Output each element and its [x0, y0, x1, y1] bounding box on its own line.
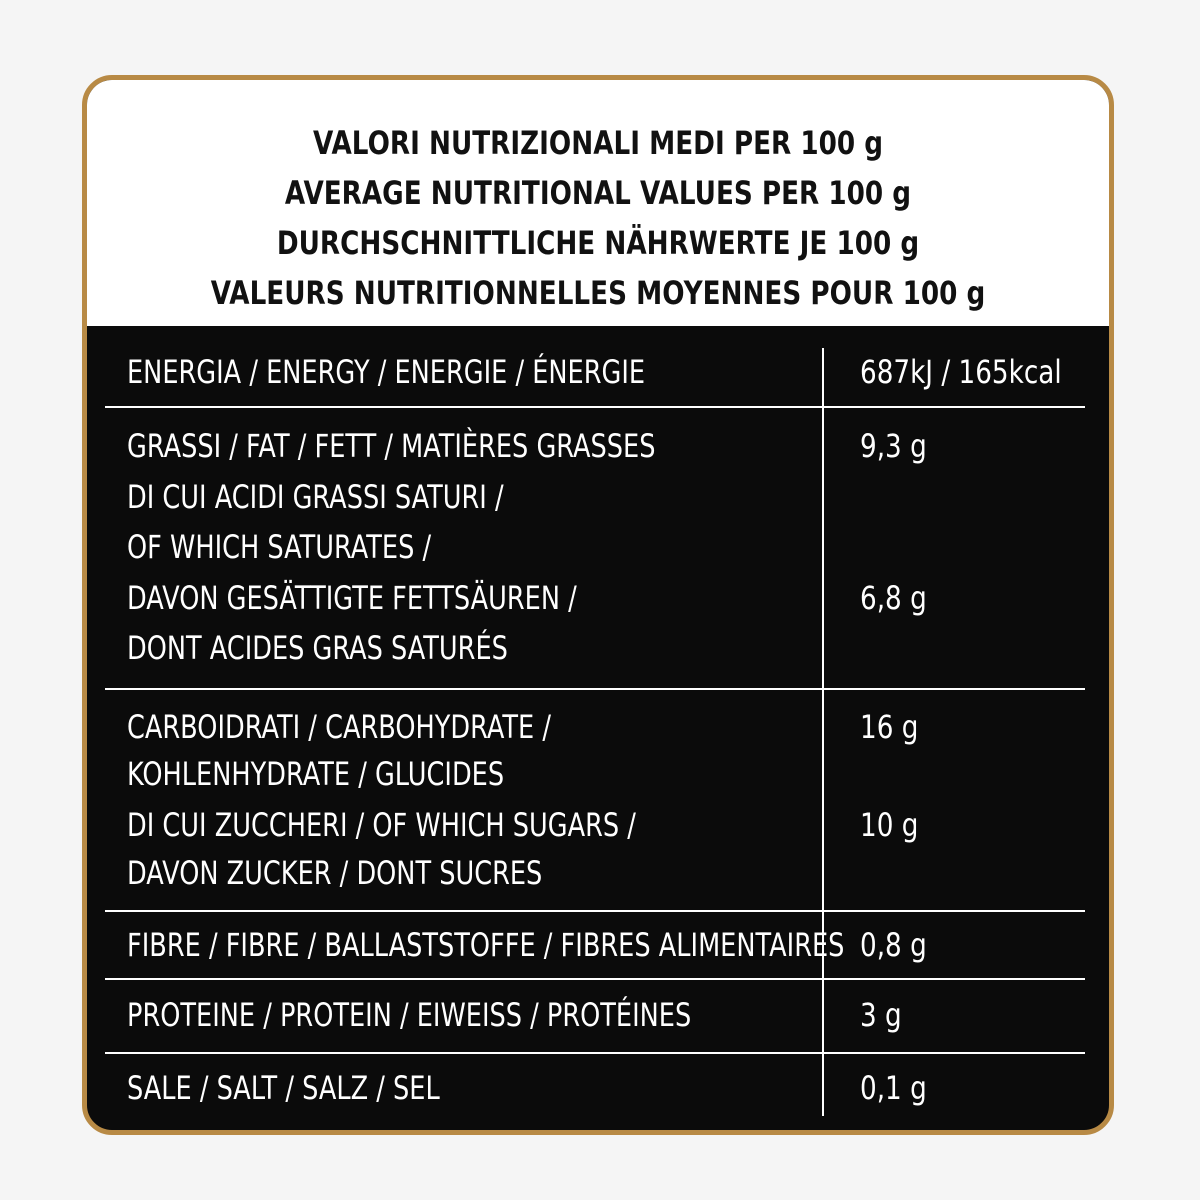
fat-label-line-5: DONT ACIDES GRAS SATURÉS: [127, 629, 508, 667]
nutrition-table: [87, 326, 1109, 1130]
fat-value: 9,3 g: [860, 427, 927, 465]
header-title-it: VALORI NUTRIZIONALI MEDI PER 100 g: [312, 124, 884, 162]
sugars-value: 10 g: [860, 806, 919, 844]
carb-label-line-1: CARBOIDRATI / CARBOHYDRATE /: [127, 708, 551, 746]
energy-label: ENERGIA / ENERGY / ENERGIE / ÉNERGIE: [127, 353, 646, 391]
row-energy: [87, 326, 1109, 406]
fat-label-line-4: DAVON GESÄTTIGTE FETTSÄUREN /: [127, 579, 577, 617]
nutrition-header: [87, 80, 1109, 326]
salt-label: SALE / SALT / SALZ / SEL: [127, 1069, 440, 1107]
fibre-label: FIBRE / FIBRE / BALLASTSTOFFE / FIBRES ALIMENTAIRES: [127, 926, 845, 964]
energy-value: 687kJ / 165kcal: [860, 353, 1062, 391]
carb-label-line-3: DI CUI ZUCCHERI / OF WHICH SUGARS /: [127, 806, 636, 844]
nutrition-label: [82, 75, 1114, 1135]
row-carbohydrate: [87, 690, 1109, 910]
header-title-fr: VALEURS NUTRITIONNELLES MOYENNES POUR 100 g: [210, 274, 986, 312]
row-protein: [87, 980, 1109, 1052]
header-title-en: AVERAGE NUTRITIONAL VALUES PER 100 g: [284, 174, 912, 212]
salt-value: 0,1 g: [860, 1069, 927, 1107]
carb-label-line-2: KOHLENHYDRATE / GLUCIDES: [127, 755, 505, 793]
saturates-value: 6,8 g: [860, 579, 927, 617]
row-fibre: [87, 912, 1109, 978]
row-fat: [87, 408, 1109, 688]
carb-label-line-4: DAVON ZUCKER / DONT SUCRES: [127, 854, 543, 892]
fat-label-line-1: GRASSI / FAT / FETT / MATIÈRES GRASSES: [127, 427, 656, 465]
fat-label-line-3: OF WHICH SATURATES /: [127, 528, 432, 566]
fat-label-line-2: DI CUI ACIDI GRASSI SATURI /: [127, 478, 504, 516]
fibre-value: 0,8 g: [860, 926, 927, 964]
row-salt: [87, 1054, 1109, 1124]
carbohydrate-value: 16 g: [860, 708, 919, 746]
protein-label: PROTEINE / PROTEIN / EIWEISS / PROTÉINES: [127, 996, 692, 1034]
protein-value: 3 g: [860, 996, 902, 1034]
header-title-de: DURCHSCHNITTLICHE NÄHRWERTE JE 100 g: [276, 224, 920, 262]
